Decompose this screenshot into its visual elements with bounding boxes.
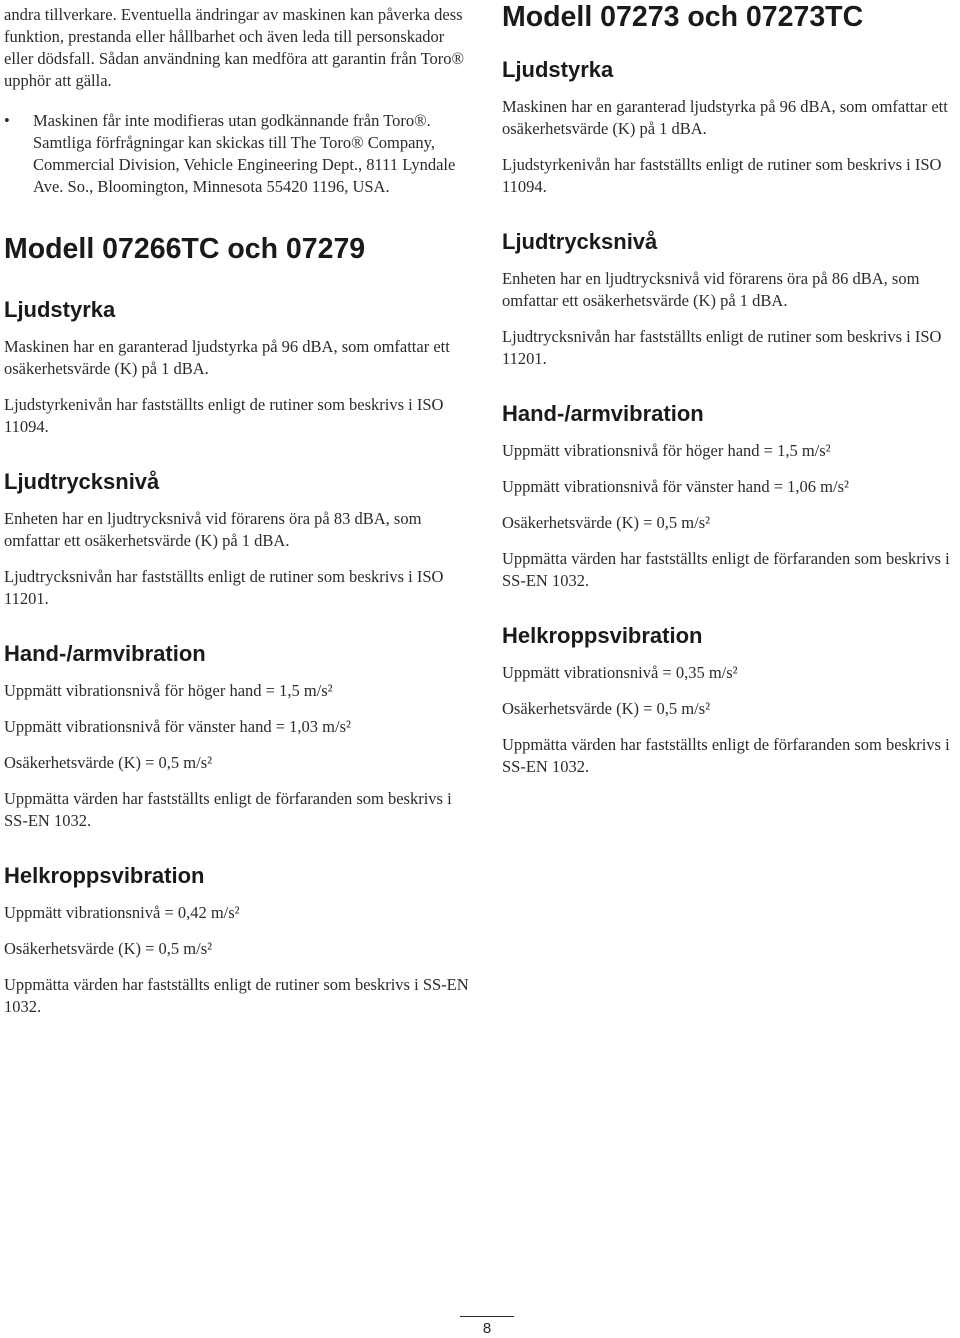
hand-left-value: Uppmätt vibrationsnivå för vänster hand = 1,06 m/s² <box>502 477 849 496</box>
ljudstyrka-text: Maskinen har en garanterad ljudstyrka på 96 dBA, som omfattar ett osäkerhetsvärde (K) på 1 dBA. <box>502 97 948 138</box>
ljudstyrka-standard: Ljudstyrkenivån har fastställts enligt de rutiner som beskrivs i ISO 11094. <box>4 395 444 436</box>
ljudstyrka-text: Maskinen har en garanterad ljudstyrka på 96 dBA, som omfattar ett osäkerhetsvärde (K) på 1 dBA. <box>4 337 450 378</box>
hand-uncertainty: Osäkerhetsvärde (K) = 0,5 m/s² <box>4 753 213 772</box>
section-title-07266tc: Modell 07266TC och 07279 <box>4 233 366 265</box>
ljudtryck-text: Enheten har en ljudtrycksnivå vid förarens öra på 83 dBA, som omfattar ett osäkerhetsvärde (K) på 1 dBA. <box>4 509 422 550</box>
hand-arm-heading: Hand-/armvibration <box>4 641 206 666</box>
whole-body-heading: Helkroppsvibration <box>4 863 205 888</box>
ljudstyrka-standard: Ljudstyrkenivån har fastställts enligt de rutiner som beskrivs i ISO 11094. <box>502 155 942 196</box>
whole-body-value: Uppmätt vibrationsnivå = 0,42 m/s² <box>4 903 240 922</box>
whole-body-heading: Helkroppsvibration <box>502 623 703 648</box>
left-column <box>4 0 476 1032</box>
ljudstyrka-heading: Ljudstyrka <box>502 57 614 82</box>
whole-body-uncertainty: Osäkerhetsvärde (K) = 0,5 m/s² <box>502 699 711 718</box>
ljudtryck-heading: Ljudtrycksnivå <box>4 469 160 494</box>
modification-bullet <box>4 110 476 198</box>
hand-right-value: Uppmätt vibrationsnivå för höger hand = 1,5 m/s² <box>4 681 333 700</box>
footer-rule <box>460 1316 514 1317</box>
hand-right-value: Uppmätt vibrationsnivå för höger hand = 1,5 m/s² <box>502 441 831 460</box>
hand-uncertainty: Osäkerhetsvärde (K) = 0,5 m/s² <box>502 513 711 532</box>
bullet-text: Maskinen får inte modifieras utan godkännande från Toro®. Samtliga förfrågningar kan skickas till The Toro® Company, Commercial Division, Vehicle Engineering Dept., 8111 Lyndale Ave. So., Bloomington, Minnesota 55420 1196, USA. <box>33 111 456 196</box>
bullet-icon: • <box>4 111 10 130</box>
hand-arm-heading: Hand-/armvibration <box>502 401 704 426</box>
hand-left-value: Uppmätt vibrationsnivå för vänster hand = 1,03 m/s² <box>4 717 351 736</box>
ljudtryck-heading: Ljudtrycksnivå <box>502 229 658 254</box>
hand-standard: Uppmätta värden har fastställts enligt de förfaranden som beskrivs i SS-EN 1032. <box>502 549 950 590</box>
whole-body-standard: Uppmätta värden har fastställts enligt de förfaranden som beskrivs i SS-EN 1032. <box>502 735 950 776</box>
hand-standard: Uppmätta värden har fastställts enligt de förfaranden som beskrivs i SS-EN 1032. <box>4 789 452 830</box>
whole-body-standard: Uppmätta värden har fastställts enligt de rutiner som beskrivs i SS-EN 1032. <box>4 975 469 1016</box>
whole-body-value: Uppmätt vibrationsnivå = 0,35 m/s² <box>502 663 738 682</box>
page-number: 8 <box>482 1320 492 1337</box>
section-title-07273: Modell 07273 och 07273TC <box>502 1 864 33</box>
right-column <box>502 0 960 792</box>
whole-body-uncertainty: Osäkerhetsvärde (K) = 0,5 m/s² <box>4 939 213 958</box>
ljudtryck-text: Enheten har en ljudtrycksnivå vid förarens öra på 86 dBA, som omfattar ett osäkerhetsvärde (K) på 1 dBA. <box>502 269 920 310</box>
ljudtryck-standard: Ljudtrycksnivån har fastställts enligt de rutiner som beskrivs i ISO 11201. <box>502 327 942 368</box>
ljudtryck-standard: Ljudtrycksnivån har fastställts enligt de rutiner som beskrivs i ISO 11201. <box>4 567 444 608</box>
ljudstyrka-heading: Ljudstyrka <box>4 297 116 322</box>
continuation-text: andra tillverkare. Eventuella ändringar av maskinen kan påverka dess funktion, prestanda eller hållbarhet och även leda till personskador eller dödsfall. Sådan användning kan medföra att garantin från Toro® upphör att gälla. <box>4 5 465 90</box>
